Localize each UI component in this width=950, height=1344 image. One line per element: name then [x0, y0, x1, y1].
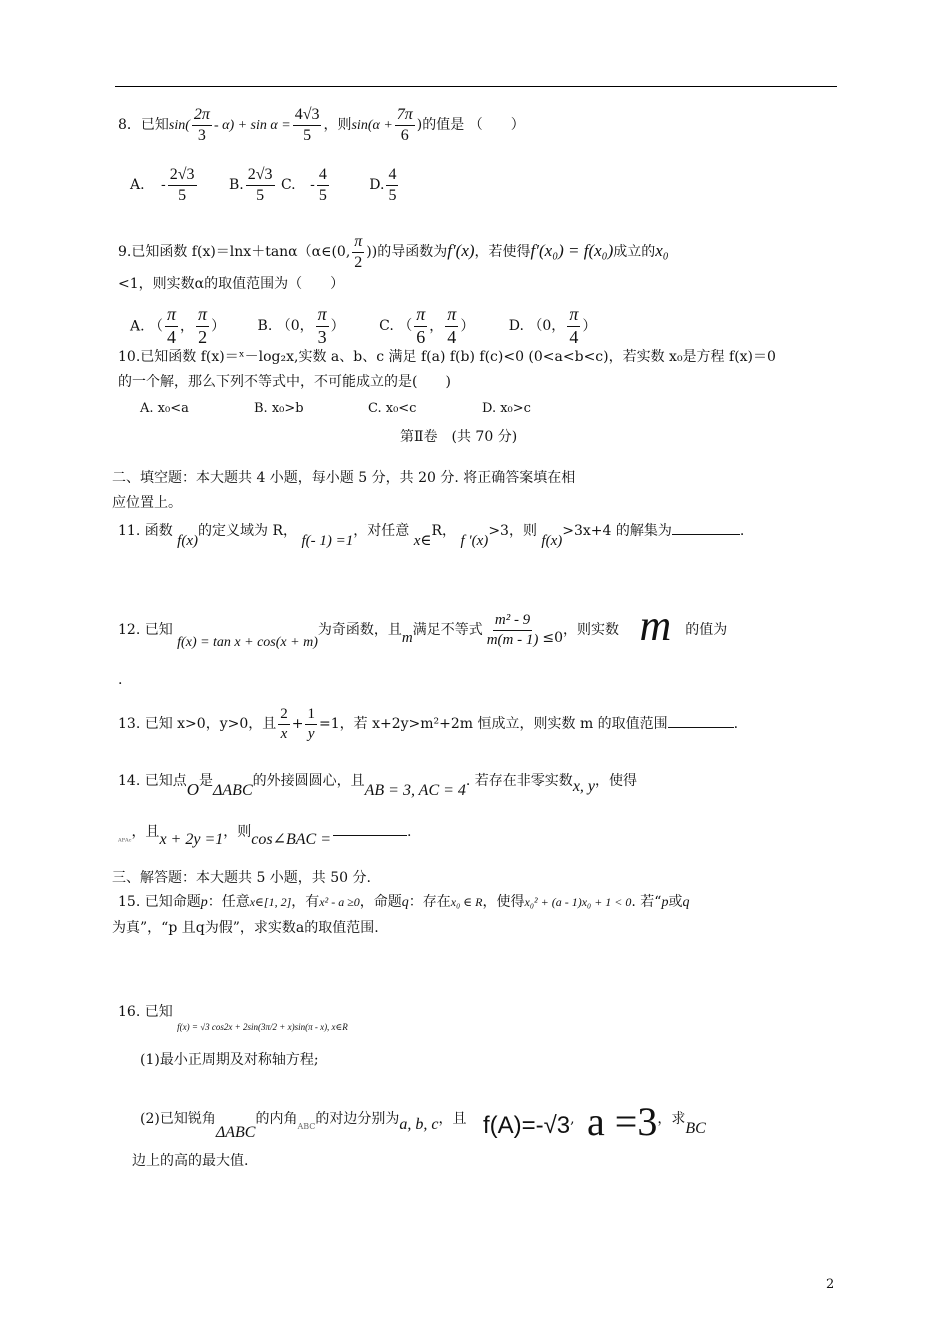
- q12-t2: 为奇函数，且: [317, 622, 402, 638]
- q9-opt-c-f2-num: π: [445, 305, 458, 327]
- q10-opt-c: C. x₀<c: [368, 401, 417, 416]
- q15-ineq-2: x₀² + (a - 1)x₀ + 1 < 0: [524, 895, 632, 909]
- q9-opt-a: A. （: [130, 318, 164, 335]
- q13-t2: =1，若 x+2y>m²+2m 恒成立，则实数 m 的取值范围: [318, 716, 668, 732]
- q8-opt-a-num: 2√3: [168, 166, 197, 186]
- q11-t7: .: [739, 523, 745, 539]
- q9-opt-d-frac: [567, 305, 580, 348]
- q8-expr-mid: - α) + sin α =: [213, 118, 291, 134]
- q13-t3: .: [733, 716, 739, 732]
- q15-t7: . 若“: [631, 894, 662, 910]
- q11-t1: 11. 函数: [118, 523, 173, 539]
- q12-big-m: m: [639, 601, 672, 650]
- q9-text-3: ，若使得: [474, 244, 531, 261]
- q16-abc: a, b, c: [399, 1116, 439, 1133]
- q15-q-2: q: [682, 895, 690, 910]
- q16-a-eq: a =3: [587, 1099, 658, 1144]
- q14-answer-blank[interactable]: [333, 835, 407, 836]
- q15-t8: 或: [668, 894, 683, 910]
- q16-part2-small-abc: ABC: [297, 1122, 316, 1131]
- q9-opt-b-close: ）: [330, 318, 345, 335]
- q9-opt-a-close: ）: [211, 318, 226, 335]
- q8-frac-1-den: 3: [197, 126, 206, 144]
- q15-x0: x₀ ∈ R: [450, 895, 483, 909]
- q15-t1: 15. 已知命题: [118, 894, 201, 910]
- q8-opt-b-frac: [246, 166, 275, 204]
- q10-opt-d: D. x₀>c: [482, 401, 531, 416]
- q16-comma: ,: [570, 1111, 575, 1127]
- q15-q: q: [401, 895, 409, 910]
- q9-opt-a-f2-den: 2: [198, 326, 208, 347]
- q14-t3: 的外接圆圆心，且: [252, 773, 365, 789]
- q9-opt-c-f2-den: 4: [447, 326, 457, 347]
- q16-part2-t4: ，且: [438, 1111, 467, 1127]
- q9-opt-d: D. （0，: [508, 318, 566, 335]
- q12-frac: [485, 612, 541, 648]
- q8-opt-a-frac: [168, 166, 197, 204]
- q14-t7: ，则: [223, 824, 252, 840]
- section-2-title: 第Ⅱ卷 (共 70 分): [400, 429, 518, 445]
- q8-text-2: )的值是 （ ）: [416, 117, 525, 134]
- q15-p: p: [200, 895, 208, 910]
- q14-t8: .: [406, 824, 412, 840]
- q13-frac-1: [278, 706, 290, 742]
- q8-frac-2: [293, 106, 322, 144]
- header-rule: [115, 86, 837, 87]
- q13-f2-num: 1: [305, 706, 317, 725]
- q10-options: [140, 401, 531, 417]
- q16-t1: 16. 已知: [118, 1004, 173, 1020]
- q16-part2-t5: ，求: [657, 1111, 686, 1127]
- q9-opt-a-f2-num: π: [196, 305, 209, 327]
- q11-t5: >3，则: [488, 523, 537, 539]
- q16-line-3: 边上的高的最大值.: [132, 1153, 249, 1169]
- q11-f2: f(- 1) =1: [301, 533, 354, 549]
- q11-answer-blank[interactable]: [672, 534, 740, 535]
- q8-opt-c-den: 5: [318, 186, 327, 204]
- q9-opt-a-f1-den: 4: [167, 326, 177, 347]
- q11-f5: f(x): [541, 533, 563, 549]
- q8-opt-d-frac: [386, 166, 398, 204]
- q14-O: O: [186, 780, 199, 799]
- q16-part-1: (1)最小正周期及对称轴方程;: [140, 1052, 319, 1068]
- question-14-line-1: [118, 770, 638, 799]
- q8-opt-d-den: 5: [388, 186, 397, 204]
- q9-opt-a-f1-num: π: [165, 305, 178, 327]
- q11-t2: 的定义域为 R，: [198, 523, 297, 539]
- q12-period: .: [118, 672, 123, 688]
- page-number: 2: [826, 1277, 835, 1292]
- q8-frac-1-num: 2π: [192, 106, 212, 126]
- q9-equation: f′(x₀) = f(x₀): [530, 241, 614, 261]
- q13-f1-num: 2: [278, 706, 290, 725]
- q12-t4: ，则实数: [563, 622, 619, 638]
- q12-frac-den: m(m - 1): [486, 631, 539, 648]
- q8-frac-3: [395, 106, 415, 144]
- q9-opt-c: C. （: [379, 318, 413, 335]
- q9-text-4: 成立的: [613, 244, 656, 261]
- q9-opt-a-frac-2: [196, 305, 209, 348]
- q8-opt-c-sign: -: [310, 177, 315, 194]
- q12-m: m: [401, 630, 413, 646]
- q9-opt-b-num: π: [316, 305, 329, 327]
- q14-t6: ，且: [131, 824, 160, 840]
- q14-cos: cos∠BAC =: [251, 831, 331, 848]
- q8-expr-left: sin(: [168, 118, 190, 134]
- q8-opt-c-num: 4: [317, 166, 329, 186]
- q13-t1: 13. 已知 x>0，y>0，且: [118, 716, 277, 732]
- q16-fA: f(A)=-√3: [482, 1112, 571, 1139]
- q14-t1: 14. 已知点: [118, 773, 187, 789]
- q9-opt-b: B. （0，: [257, 318, 314, 335]
- q9-opt-a-frac-1: [165, 305, 178, 348]
- q12-t5: 的值为: [685, 622, 728, 638]
- q9-fprime: f′(x): [447, 241, 475, 261]
- q9-frac-den: 2: [354, 253, 363, 271]
- q9-opt-d-den: 4: [569, 326, 579, 347]
- q16-part2-t1: (2)已知锐角: [140, 1111, 216, 1127]
- q8-opt-b-den: 5: [256, 186, 265, 204]
- q9-options: [130, 305, 596, 348]
- q8-opt-b-num: 2√3: [246, 166, 275, 186]
- question-14-line-2: [118, 822, 412, 848]
- q15-t5: ：存在: [408, 894, 451, 910]
- q16-expr: f(x) = √3 cos2x + 2sin(3π/2 + x)sin(π - x), x∈R: [177, 1022, 348, 1032]
- q9-line-2: <1，则实数α的取值范围为（ ）: [118, 276, 345, 292]
- q13-f1-den: x: [280, 725, 288, 742]
- q14-t5: ，使得: [595, 773, 638, 789]
- q15-t4: ，命题: [359, 894, 402, 910]
- q13-answer-blank[interactable]: [668, 727, 734, 728]
- q11-t4: R，: [431, 523, 456, 539]
- q9-opt-c-comma: ，: [429, 318, 444, 335]
- q8-frac-3-den: 6: [400, 126, 409, 144]
- q9-opt-b-frac: [316, 305, 329, 348]
- q9-opt-c-f1-num: π: [414, 305, 427, 327]
- q11-t3: ，对任意: [353, 523, 410, 539]
- q9-opt-b-den: 3: [317, 326, 327, 347]
- q9-text-1: 9.已知函数 f(x)＝lnx＋tanα（α∈(0,: [118, 244, 351, 261]
- solve-header: 三、解答题：本大题共 5 小题，共 50 分.: [112, 870, 371, 886]
- q8-frac-2-num: 4√3: [293, 106, 322, 126]
- question-12: [118, 598, 727, 648]
- q10-line-1: 10.已知函数 f(x)＝ˣ－log₂x,实数 a、b、c 满足 f(a) f(b) f(c)<0 (0<a<b<c)，若实数 x₀是方程 f(x)＝0: [118, 349, 776, 365]
- q9-opt-c-f1-den: 6: [416, 326, 426, 347]
- q16-part2-t2: 的内角: [255, 1111, 298, 1127]
- q8-opt-d-num: 4: [386, 166, 398, 186]
- q15-line-2: 为真”，“p 且q为假”，求实数a的取值范围.: [112, 920, 379, 936]
- q9-frac-num: π: [352, 233, 364, 253]
- q16-bc: BC: [685, 1120, 706, 1137]
- q12-f1: f(x) = tan x + cos(x + m): [177, 635, 318, 650]
- q16-part-2: [140, 1090, 706, 1144]
- q16-part2-t3: 的对边分别为: [315, 1111, 400, 1127]
- q11-f4: f ′(x): [460, 533, 489, 549]
- q13-plus: +: [291, 716, 304, 732]
- q11-f1: f(x): [177, 533, 198, 549]
- q8-options: [130, 166, 400, 204]
- q8-frac-1: [192, 106, 212, 144]
- q8-frac-3-num: 7π: [395, 106, 415, 126]
- q9-opt-c-close: ）: [460, 318, 475, 335]
- q15-x-range: x∈[1, 2]: [249, 895, 292, 909]
- q11-t6: >3x+4 的解集为: [562, 523, 672, 539]
- q8-opt-a-sign: -: [161, 177, 166, 194]
- q9-opt-c-frac-1: [414, 305, 427, 348]
- q9-x0: x₀: [655, 241, 669, 261]
- q8-opt-b-label: B.: [228, 177, 244, 194]
- q14-t2: 是: [199, 773, 213, 789]
- q15-p-2: p: [661, 895, 669, 910]
- q9-frac: [352, 233, 364, 271]
- q10-opt-a: A. x₀<a: [140, 401, 189, 416]
- q8-label: 8．已知: [118, 117, 169, 134]
- q15-t6: ，使得: [482, 894, 525, 910]
- fill-in-header-line-1: 二、填空题：本大题共 4 小题，每小题 5 分，共 20 分. 将正确答案填在相: [112, 470, 576, 486]
- q10-line-2: 的一个解，那么下列不等式中，不可能成立的是( ): [118, 374, 451, 390]
- q8-opt-c-frac: [317, 166, 329, 204]
- q15-t2: ：任意: [207, 894, 250, 910]
- q8-opt-a-label: A.: [130, 177, 145, 194]
- q8-frac-2-den: 5: [303, 126, 312, 144]
- q15-ineq-1: x² - a ≥0: [319, 895, 360, 909]
- q8-opt-a-den: 5: [178, 186, 187, 204]
- q12-t1: 12. 已知: [118, 622, 173, 638]
- q12-ineq: ≤0: [542, 630, 563, 646]
- question-9: [118, 233, 669, 271]
- fill-in-header-line-2: 应位置上。: [112, 495, 182, 511]
- q14-small-vector: ᴬᴾᴬᶜ: [118, 837, 132, 846]
- q13-frac-2: [305, 706, 317, 742]
- q14-triangle: ΔABC: [213, 782, 253, 799]
- q15-t3: ，有: [291, 894, 320, 910]
- q8-opt-d-label: D.: [369, 177, 385, 194]
- q8-expr-right: sin(α +: [351, 118, 393, 134]
- q14-t4: . 若存在非零实数: [465, 773, 573, 789]
- q16-triangle: ΔABC: [215, 1124, 256, 1141]
- q9-opt-d-num: π: [567, 305, 580, 327]
- question-15-line-1: [118, 894, 689, 912]
- q12-frac-num: m² - 9: [493, 612, 532, 631]
- q13-f2-den: y: [307, 725, 315, 742]
- q9-opt-d-close: ）: [582, 318, 597, 335]
- q8-text-1: ，则: [323, 117, 352, 134]
- q9-opt-a-comma: ，: [180, 318, 195, 335]
- q14-eq-2: x + 2y =1: [159, 831, 224, 848]
- q12-t3: 满足不等式: [412, 622, 483, 638]
- q8-opt-c-label: C.: [280, 177, 296, 194]
- q14-xy: x, y: [572, 778, 596, 795]
- question-11: [118, 522, 745, 549]
- question-13: [118, 706, 738, 742]
- q9-opt-c-frac-2: [445, 305, 458, 348]
- q10-opt-b: B. x₀>b: [254, 401, 304, 416]
- q14-eq-1: AB = 3, AC = 4: [364, 782, 466, 799]
- q11-f3: x∈: [413, 533, 432, 549]
- question-8: [118, 106, 525, 144]
- q9-text-2: ))的导函数为: [366, 244, 448, 261]
